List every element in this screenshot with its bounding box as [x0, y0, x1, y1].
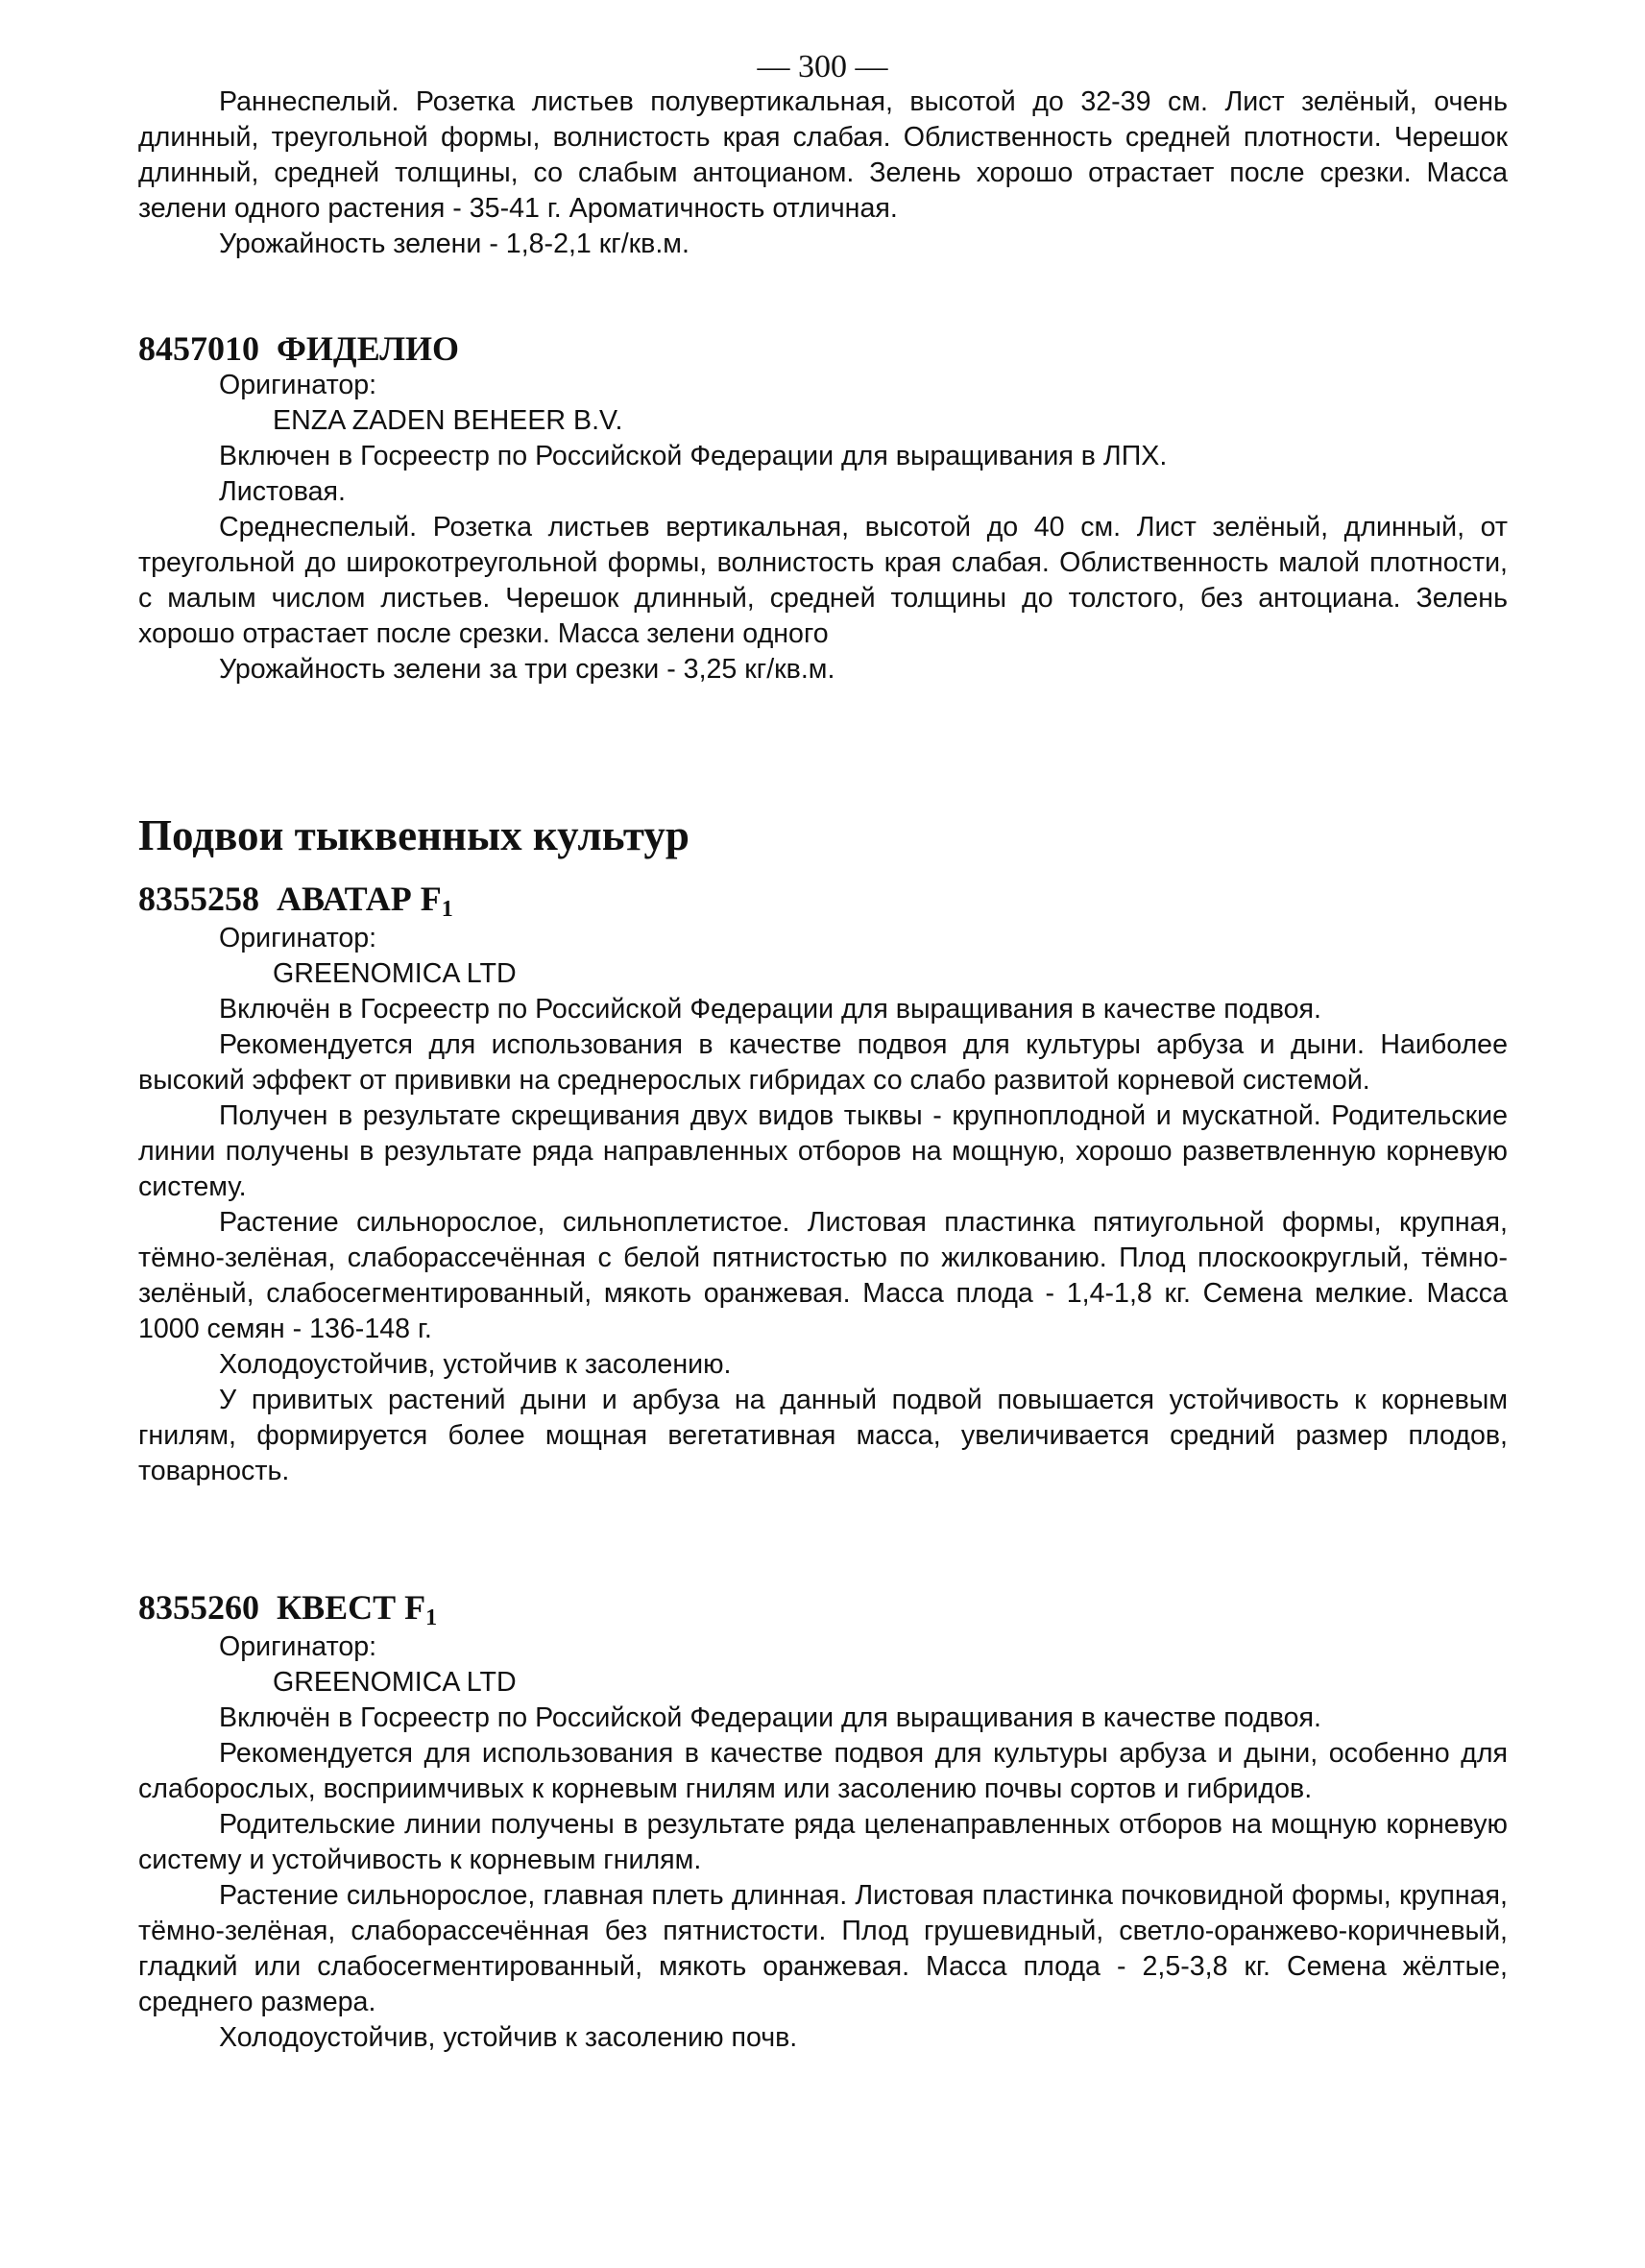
variety-paragraph: Холодоустойчив, устойчив к засолению почв. [219, 2022, 798, 2053]
variety-type: Листовая. [219, 476, 346, 507]
register-info: Включён в Госреестр по Российской Федерации для выращивания в качестве подвоя. [219, 1702, 1321, 1733]
variety-avatar [138, 878, 1508, 1489]
originator-name: GREENOMICA LTD [273, 1667, 517, 1698]
variety-paragraph: Холодоустойчив, устойчив к засолению. [219, 1349, 732, 1380]
variety-paragraph: У привитых растений дыни и арбуза на данный подвой повышается устойчивость к корневым гнилям, формируется более мощная вегетативная масса, увеличивается средний размер плодов, товарность. [138, 1385, 1508, 1486]
intro-block [138, 84, 1508, 262]
variety-paragraph: Растение сильнорослое, сильноплетистое. Листовая пластинка пятиугольной формы, крупная, тёмно-зелёная, слаборассечённая с белой пятнистостью по жилкованию. Плод плоскоокруглый, тёмно-зелёный, слабосегментированный, мякоть оранжевая. Масса плода - 1,4-1,8 кг. Семена мелкие. Масса 1000 семян - 136-148 г. [138, 1207, 1508, 1344]
originator-name: ENZA ZADEN BEHEER B.V. [273, 405, 623, 436]
variety-fidelio [138, 327, 1508, 688]
variety-kvest [138, 1586, 1508, 2056]
originator-label: Оригинатор: [219, 370, 377, 400]
variety-description: Среднеспелый. Розетка листьев вертикальная, высотой до 40 см. Лист зелёный, длинный, от треугольной до широкотреугольной формы, волнистость края слабая. Облиственность малой плотности, с малым числом листьев. Черешок длинный, средней толщины до толстого, без антоциана. Зелень хорошо отрастает после срезки. Масса зелени одного [138, 512, 1508, 649]
originator-label: Оригинатор: [219, 1631, 377, 1662]
variety-paragraph: Получен в результате скрещивания двух видов тыквы - крупноплодной и мускатной. Родительские линии получены в результате ряда направленных отборов на мощную, хорошо разветвленную корневую систему. [138, 1100, 1508, 1202]
variety-paragraph: Растение сильнорослое, главная плеть длинная. Листовая пластинка почковидной формы, крупная, тёмно-зелёная, слаборассечённая без пятнистости. Плод грушевидный, светло-оранжево-коричневый, гладкий или слабосегментированный, мякоть оранжевая. Масса плода - 2,5-3,8 кг. Семена жёлтые, среднего размера. [138, 1880, 1508, 2017]
originator-label: Оригинатор: [219, 923, 377, 953]
page-number: — 300 — [757, 49, 888, 84]
variety-subscript: 1 [425, 1605, 438, 1630]
register-info: Включен в Госреестр по Российской Федерации для выращивания в ЛПХ. [219, 441, 1168, 471]
originator-name: GREENOMICA LTD [273, 958, 517, 989]
section-block [138, 809, 1508, 861]
variety-name: АВАТАР F [277, 880, 442, 918]
variety-code: 8457010 [138, 329, 259, 368]
section-title: Подвои тыквенных культур [138, 811, 689, 859]
variety-name: ФИДЕЛИО [277, 329, 460, 368]
variety-paragraph: Рекомендуется для использования в качестве подвоя для культуры арбуза и дыни. Наиболее высокий эффект от прививки на среднерослых гибридах со слабо развитой корневой системой. [138, 1029, 1508, 1096]
register-info: Включён в Госреестр по Российской Федерации для выращивания в качестве подвоя. [219, 994, 1321, 1025]
intro-yield: Урожайность зелени - 1,8-2,1 кг/кв.м. [219, 229, 689, 259]
variety-subscript: 1 [441, 897, 453, 922]
variety-heading [138, 327, 1508, 370]
variety-name: КВЕСТ F [277, 1588, 426, 1627]
variety-code: 8355260 [138, 1588, 259, 1627]
variety-code: 8355258 [138, 880, 259, 918]
variety-paragraph: Родительские линии получены в результате ряда целенаправленных отборов на мощную корневую систему и устойчивость к корневым гнилям. [138, 1809, 1508, 1875]
variety-heading [138, 1586, 1508, 1629]
intro-paragraph: Раннеспелый. Розетка листьев полувертикальная, высотой до 32-39 см. Лист зелёный, очень длинный, треугольной формы, волнистость края слабая. Облиственность средней плотности. Черешок длинный, средней толщины, со слабым антоцианом. Зелень хорошо отрастает после срезки. Масса зелени одного растения - 35-41 г. Ароматичность отличная. [138, 86, 1508, 224]
variety-paragraph: Рекомендуется для использования в качестве подвоя для культуры арбуза и дыни, особенно для слаборослых, восприимчивых к корневым гнилям или засолению почвы сортов и гибридов. [138, 1738, 1508, 1804]
variety-yield: Урожайность зелени за три срезки - 3,25 кг/кв.м. [219, 654, 835, 685]
variety-heading [138, 878, 1508, 920]
